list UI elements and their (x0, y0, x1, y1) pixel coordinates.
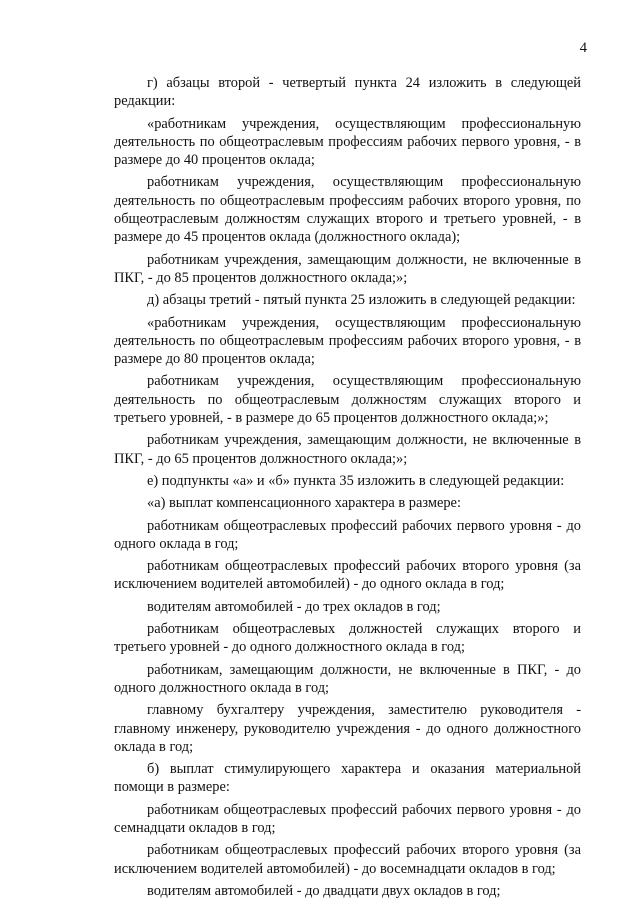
paragraph: «работникам учреждения, осуществляющим профессиональную деятельность по общеотраслевым профессиям рабочих первого уровня, - в размере до 40 процентов оклада; (114, 115, 581, 169)
paragraph: работникам общеотраслевых профессий рабочих первого уровня - до одного оклада в год; (114, 517, 581, 552)
paragraph: работникам учреждения, замещающим должности, не включенные в ПКГ, - до 65 процентов должностного оклада;»; (114, 432, 581, 467)
page-number: 4 (579, 40, 587, 56)
paragraph: работникам общеотраслевых профессий рабочих второго уровня (за исключением водителей автомобилей) - до восемнадцати окладов в год; (114, 842, 581, 877)
paragraph: д) абзацы третий - пятый пункта 25 изложить в следующей редакции: (147, 292, 576, 309)
paragraph: е) подпункты «а» и «б» пункта 35 изложить в следующей редакции: (147, 472, 565, 489)
paragraph: работникам общеотраслевых профессий рабочих первого уровня - до семнадцати окладов в год; (114, 801, 581, 836)
paragraph: работникам учреждения, осуществляющим профессиональную деятельность по общеотраслевым должностям служащих второго и третьего уровней, - в размере до 65 процентов должностного оклада;»; (114, 373, 581, 427)
paragraph: главному бухгалтеру учреждения, заместителю руководителя - главному инженеру, руководителю учреждения - до одного должностного оклада в год; (114, 702, 581, 755)
paragraph: водителям автомобилей - до двадцати двух окладов в год; (147, 882, 501, 899)
paragraph: работникам общеотраслевых должностей служащих второго и третьего уровней - до одного должностного оклада в год; (114, 621, 581, 656)
paragraph: г) абзацы второй - четвертый пункта 24 изложить в следующей редакции: (114, 75, 581, 110)
paragraph: «а) выплат компенсационного характера в размере: (147, 495, 461, 512)
paragraph: работникам, замещающим должности, не включенные в ПКГ, - до одного должностного оклада в год; (114, 661, 581, 696)
paragraph: б) выплат стимулирующего характера и оказания материальной помощи в размере: (114, 761, 581, 796)
paragraph: работникам общеотраслевых профессий рабочих второго уровня (за исключением водителей автомобилей) - до одного оклада в год; (114, 558, 581, 593)
paragraph: работникам учреждения, замещающим должности, не включенные в ПКГ, - до 85 процентов должностного оклада;»; (114, 251, 581, 286)
document-body (114, 74, 581, 904)
paragraph: водителям автомобилей - до трех окладов в год; (147, 598, 441, 615)
paragraph: «работникам учреждения, осуществляющим профессиональную деятельность по общеотраслевым профессиям рабочих второго уровня, - в размере до 80 процентов оклада; (114, 314, 581, 368)
paragraph: работникам учреждения, осуществляющим профессиональную деятельность по общеотраслевым профессиям рабочих второго уровня, по общеотраслевым должностям служащих второго и третьего уровней, - в размере до 45 процентов оклада (должностного оклада); (114, 174, 581, 246)
